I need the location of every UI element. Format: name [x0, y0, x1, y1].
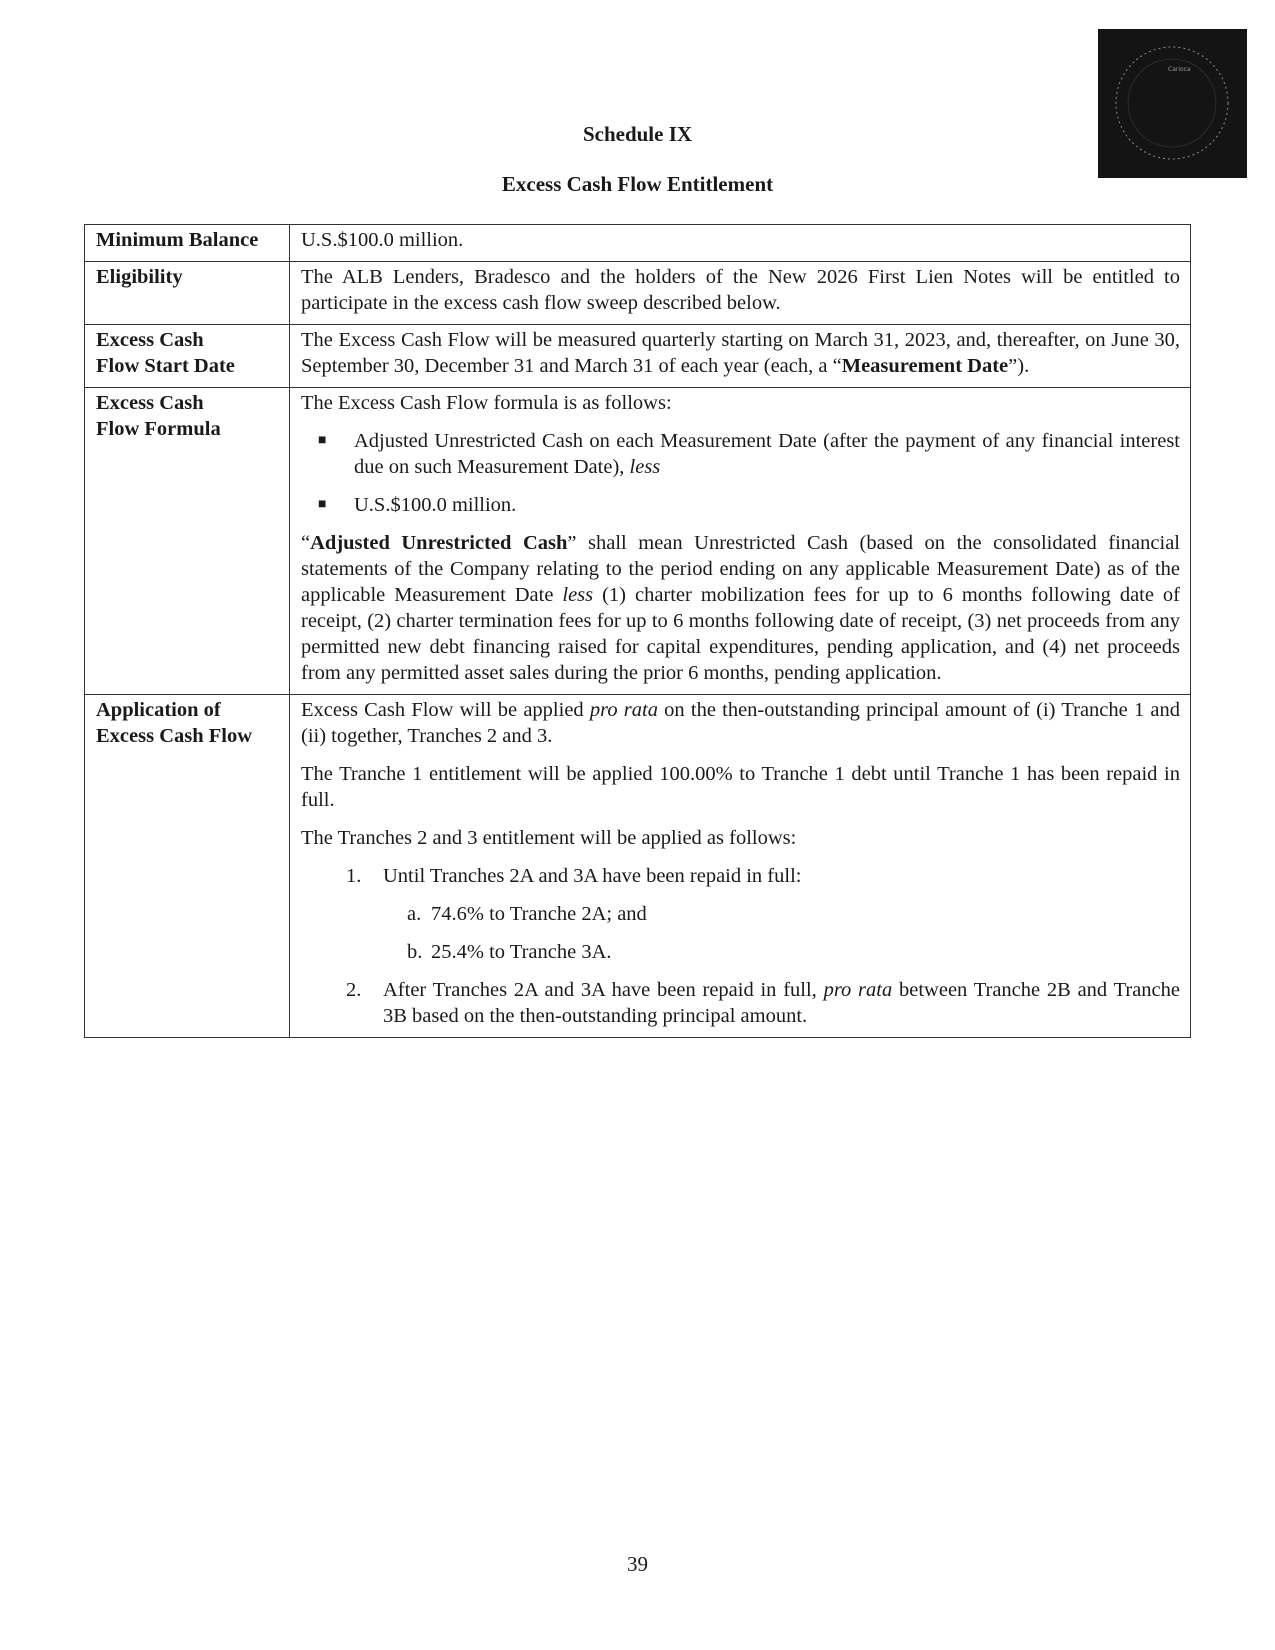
text-run: Until Tranches 2A and 3A have been repaid in full: — [383, 865, 802, 887]
list-item — [383, 939, 1180, 965]
list-item — [301, 977, 1180, 1029]
text-run: 74.6% to Tranche 2A; and — [431, 903, 647, 925]
seal-text: Carioca — [1168, 66, 1191, 73]
defined-term: Measurement Date — [841, 355, 1009, 377]
list-item — [301, 428, 1180, 480]
list-letter: b. — [407, 941, 423, 963]
row-label-start-date — [85, 325, 290, 388]
seal-graphic — [1098, 29, 1247, 178]
italic-run: pro rata — [589, 699, 658, 721]
label-line: Excess Cash Flow — [96, 725, 253, 747]
text-run: ” shall mean Unrestricted Cash (based on the consolidated financial statements of the Company relating to the period ending on any applicable Measurement Date) as of the applicable Measurement Date — [301, 532, 1180, 606]
row-value-formula — [290, 388, 1191, 695]
definition-paragraph — [301, 530, 1180, 686]
text-run: 25.4% to Tranche 3A. — [431, 941, 612, 963]
excess-cash-flow-table — [84, 224, 1191, 1038]
row-value-start-date — [290, 325, 1191, 388]
italic-run: less — [629, 456, 661, 478]
label-line: Excess Cash — [96, 392, 204, 414]
text-run: U.S.$100.0 million. — [354, 494, 517, 516]
row-label-application — [85, 695, 290, 1038]
text-run: After Tranches 2A and 3A have been repaid in full, — [383, 979, 824, 1001]
application-paragraph: The Tranches 2 and 3 entitlement will be applied as follows: — [301, 827, 797, 849]
formula-intro: The Excess Cash Flow formula is as follows: — [301, 392, 672, 414]
table-row-start-date — [85, 325, 1191, 388]
text-run: (1) charter mobilization fees for up to 6 months following date of receipt, (2) charter termination fees for up to 6 months following date of receipt, (3) net proceeds from any permitted new debt financing raised for capital expenditures, pending application, and (4) net proceeds from any permitted asset sales during the prior 6 months, pending application. — [301, 584, 1181, 684]
text-run: ”). — [1008, 355, 1030, 377]
text-run: on the then-outstanding principal amount of (i) Tranche 1 and (ii) together, Tranches 2 and 3. — [301, 699, 1180, 747]
row-value-minimum-balance: U.S.$100.0 million. — [290, 225, 1191, 262]
table-row-minimum-balance — [85, 225, 1191, 262]
page-number: 39 — [627, 1552, 648, 1576]
table-row-application — [85, 695, 1191, 1038]
schedule-title: Schedule IX — [582, 122, 693, 146]
application-paragraph: The Tranche 1 entitlement will be applied 100.00% to Tranche 1 debt until Tranche 1 has been repaid in full. — [301, 763, 1180, 811]
square-bullet-icon: ■ — [318, 433, 327, 448]
row-value-eligibility: The ALB Lenders, Bradesco and the holders of the New 2026 First Lien Notes will be entitled to participate in the excess cash flow sweep described below. — [290, 262, 1191, 325]
square-bullet-icon: ■ — [318, 497, 327, 512]
text-run: between Tranche 2B and Tranche 3B based on the then-outstanding principal amount. — [383, 979, 1180, 1027]
table-row-formula — [85, 388, 1191, 695]
label-line: Excess Cash — [96, 329, 204, 351]
label-line: Flow Start Date — [96, 355, 235, 377]
text-run: Adjusted Unrestricted Cash on each Measurement Date (after the payment of any financial interest due on such Measurement Date), — [354, 430, 1180, 478]
text-run: Excess Cash Flow will be applied — [301, 699, 590, 721]
list-number: 1. — [346, 865, 362, 887]
row-label-eligibility: Eligibility — [85, 262, 290, 325]
list-item — [301, 863, 1180, 965]
formula-bullet-list — [301, 428, 1180, 518]
list-number: 2. — [346, 979, 362, 1001]
italic-run: pro rata — [823, 979, 893, 1001]
text-run: The Excess Cash Flow will be measured quarterly starting on March 31, 2023, and, thereafter, on June 30, September 30, December 31 and March 31 of each year (each, a “ — [301, 329, 1180, 377]
row-label-minimum-balance: Minimum Balance — [85, 225, 290, 262]
label-line: Flow Formula — [96, 418, 221, 440]
text-run: “ — [301, 532, 311, 554]
list-item — [301, 492, 1180, 518]
row-label-formula — [85, 388, 290, 695]
notary-seal-icon — [1098, 29, 1247, 178]
application-paragraph — [301, 697, 1180, 749]
italic-run: less — [562, 584, 594, 606]
lettered-list — [383, 901, 1180, 965]
table-row-eligibility — [85, 262, 1191, 325]
schedule-subtitle: Excess Cash Flow Entitlement — [501, 172, 774, 196]
label-line: Application of — [96, 699, 221, 721]
list-letter: a. — [407, 903, 422, 925]
list-item — [383, 901, 1180, 927]
numbered-list — [301, 863, 1180, 1029]
row-value-application — [290, 695, 1191, 1038]
defined-term: Adjusted Unrestricted Cash — [310, 532, 568, 554]
